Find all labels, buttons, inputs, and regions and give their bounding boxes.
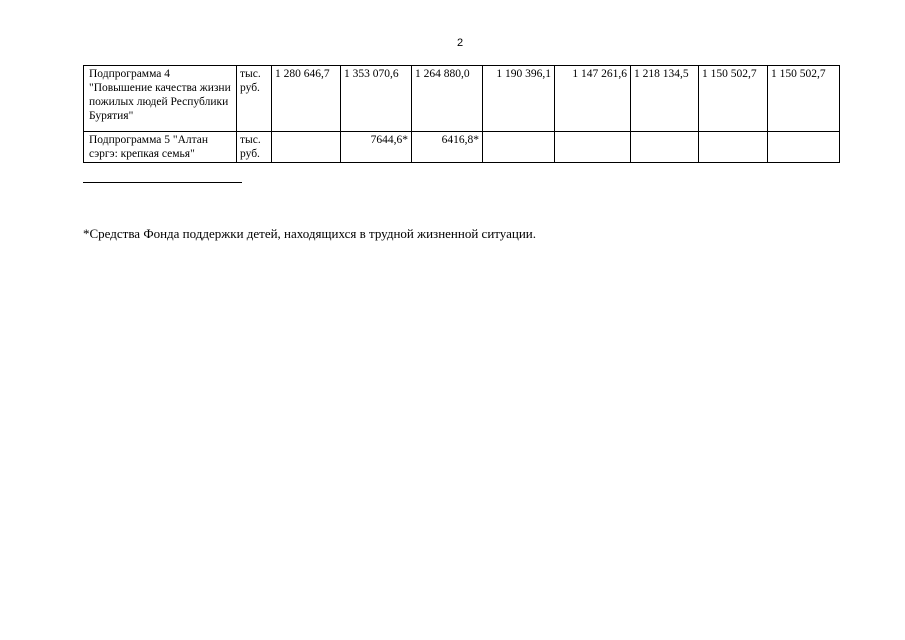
value-cell: 1 353 070,6: [341, 66, 412, 132]
unit-cell: тыс. руб.: [237, 66, 272, 132]
table-row: [84, 66, 840, 132]
subprogram-name-cell: Подпрограмма 4 "Повышение качества жизни пожилых людей Республики Бурятия": [84, 66, 237, 132]
value-cell: [768, 132, 840, 163]
table-row: [84, 132, 840, 163]
value-cell: 1 147 261,6: [555, 66, 631, 132]
page-number: 2: [456, 37, 464, 49]
footnote: *Средства Фонда поддержки детей, находящихся в трудной жизненной ситуации.: [83, 226, 537, 241]
budget-table: [83, 65, 840, 163]
unit-cell: тыс. руб.: [237, 132, 272, 163]
footnote-separator: [83, 182, 242, 183]
value-cell: [631, 132, 699, 163]
value-cell: 7644,6*: [341, 132, 412, 163]
value-cell: 1 218 134,5: [631, 66, 699, 132]
value-cell: 1 190 396,1: [483, 66, 555, 132]
value-cell: 1 264 880,0: [412, 66, 483, 132]
value-cell: [272, 132, 341, 163]
value-cell: [555, 132, 631, 163]
value-cell: 1 280 646,7: [272, 66, 341, 132]
value-cell: 6416,8*: [412, 132, 483, 163]
value-cell: [483, 132, 555, 163]
value-cell: 1 150 502,7: [768, 66, 840, 132]
subprogram-name-cell: Подпрограмма 5 "Алтан сэргэ: крепкая семья": [84, 132, 237, 163]
value-cell: 1 150 502,7: [699, 66, 768, 132]
value-cell: [699, 132, 768, 163]
